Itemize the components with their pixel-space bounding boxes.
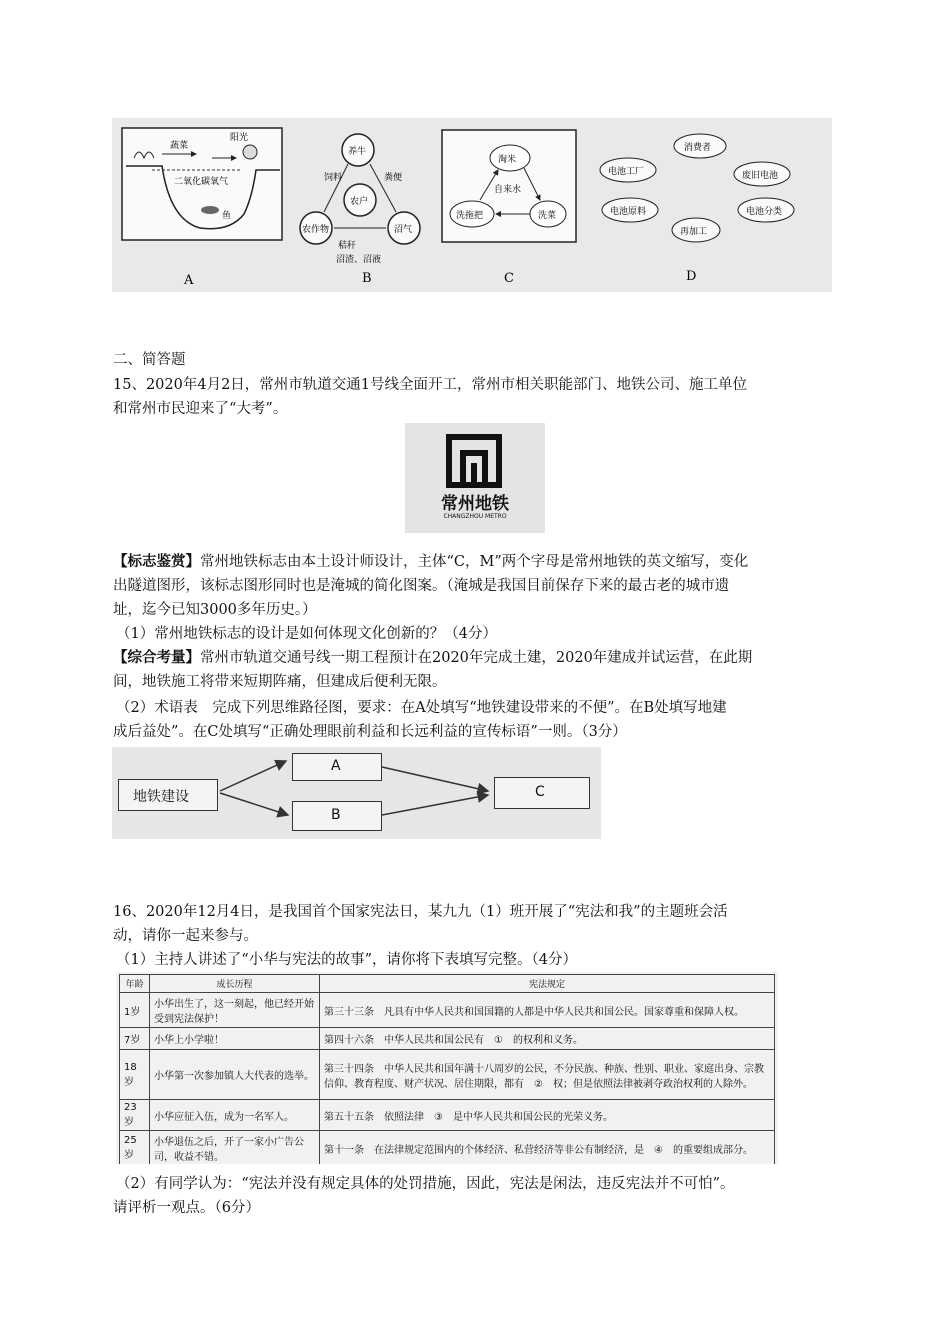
- logo-line2: 出隧道图形，该标志图形同时也是淹城的简化图案。（淹城是我国目前保存下来的最古老的城市遗: [113, 578, 730, 594]
- b-arrow-feed: 饲料: [324, 173, 343, 183]
- logo-heading: 【标志鉴赏】: [113, 553, 200, 570]
- d-node-consumer: 消费者: [684, 143, 712, 153]
- metro-logo-text: 常州地铁: [441, 494, 509, 514]
- q15-sub2-line1: （2）术语表 完成下列思维路径图，要求：在A处填写“地铁建设带来的不便”。在B处填写地建: [116, 700, 727, 716]
- figure-a: [122, 128, 282, 240]
- figure-d: [600, 134, 794, 242]
- ecology-figure-strip: [112, 118, 832, 292]
- b-node-crops: 农作物: [302, 225, 330, 235]
- figure-b: [300, 134, 420, 265]
- flow-box-a: [292, 753, 382, 781]
- a-label-sun: 阳光: [230, 133, 249, 143]
- figure-c: [442, 130, 576, 242]
- figure-label-c: C: [504, 271, 514, 286]
- row-law: 第三十三条 凡具有中华人民共和国国籍的人都是中华人民共和国公民。国家尊重和保障人权。: [320, 993, 775, 1028]
- q15-intro-line1: 15、2020年4月2日，常州市轨道交通1号线全面开工，常州市相关职能部门、地铁公司、施工单位: [113, 377, 748, 393]
- c-node-veg: 洗菜: [538, 211, 557, 221]
- header-law: 宪法规定: [320, 975, 775, 993]
- section-title: 二、简答题: [113, 352, 186, 368]
- row-story: 小华应征入伍，成为一名军人。: [150, 1100, 320, 1131]
- a-label-co2: 二氧化碳: [174, 177, 211, 187]
- header-age: 年龄: [120, 975, 150, 993]
- b-node-cattle: 养牛: [348, 147, 367, 157]
- row-story: 小华上小学啦！: [150, 1028, 320, 1050]
- q15-sub1: （1）常州地铁标志的设计是如何体现文化创新的？（4分）: [116, 626, 497, 642]
- figure-label-d: D: [686, 269, 697, 284]
- c-node-tap: 自来水: [494, 185, 522, 195]
- flow-start-label: 地铁建设: [133, 789, 189, 805]
- a-label-fish: 鱼: [222, 211, 232, 221]
- q16-sub2-line2: 请评析一观点。（6分）: [113, 1200, 260, 1216]
- row-age: 18岁: [120, 1050, 150, 1100]
- row-age: 7岁: [120, 1028, 150, 1050]
- logo-line1: 常州地铁标志由本土设计师设计，主体“C，M”两个字母是常州地铁的英文缩写，变化: [200, 554, 749, 570]
- table-row: [120, 1028, 775, 1050]
- row-law: 第十一条 在法律规定范围内的个体经济、私营经济等非公有制经济，是 ④ 的重要组成部分。: [320, 1131, 775, 1165]
- c-node-mop: 洗拖把: [456, 211, 484, 221]
- d-node-material: 电池原料: [610, 207, 647, 217]
- d-node-sort: 电池分类: [746, 207, 783, 217]
- b-node-farmer: 农户: [350, 197, 369, 207]
- table-row: [120, 1100, 775, 1131]
- figure-drawings: [112, 118, 832, 292]
- constitution-table-wrap: [116, 972, 778, 1164]
- q16-intro-line1: 16、2020年12月4日，是我国首个国家宪法日，某九九（1）班开展了“宪法和我”的主题班会活: [113, 904, 728, 920]
- flow-box-c: [494, 777, 590, 809]
- consider-line1: 常州市轨道交通号线一期工程预计在2020年完成土建，2020年建成并试运营，在此期: [200, 650, 753, 666]
- table-row: [120, 1050, 775, 1100]
- b-arrow-residue: 沼渣、沼液: [336, 255, 382, 265]
- table-row: [120, 993, 775, 1028]
- d-node-waste: 废旧电池: [742, 171, 779, 181]
- row-law: 第四十六条 中华人民共和国公民有 ① 的权利和义务。: [320, 1028, 775, 1050]
- flow-label-b: B: [331, 807, 341, 823]
- header-story: 成长历程: [150, 975, 320, 993]
- d-node-factory: 电池工厂: [608, 167, 645, 177]
- flow-box-b: [292, 801, 382, 831]
- metro-logo: [405, 423, 545, 533]
- consider-line2: 间，地铁施工将带来短期阵痛，但建成后便利无限。: [113, 674, 447, 690]
- row-law: 第五十五条 依照法律 ③ 是中华人民共和国公民的光荣义务。: [320, 1100, 775, 1131]
- consider-heading: 【综合考量】: [113, 649, 200, 666]
- c-node-rice: 淘米: [498, 155, 517, 165]
- q15-sub2-line2: 成后益处”。在C处填写“正确处理眼前利益和长远利益的宣传标语”一则。（3分）: [113, 724, 627, 740]
- thinking-path-diagram: [112, 747, 601, 839]
- d-node-reprocess: 再加工: [680, 227, 708, 237]
- row-story: 小华退伍之后，开了一家小广告公司，收益不错。: [150, 1131, 320, 1165]
- q16-sub1: （1）主持人讲述了“小华与宪法的故事”，请你将下表填写完整。（4分）: [116, 952, 578, 968]
- row-age: 25岁: [120, 1131, 150, 1165]
- row-law: 第三十四条 中华人民共和国年满十八周岁的公民，不分民族、种族、性别、职业、家庭出身、宗教信仰、教育程度、财产状况、居住期限，都有 ② 权；但是依照法律被剥夺政治权利的人除外。: [320, 1050, 775, 1100]
- q16-intro-line2: 动，请你一起来参与。: [113, 928, 258, 944]
- logo-line3: 址，迄今已知3000多年历史。）: [113, 602, 317, 618]
- a-label-oxygen: 氧气: [210, 177, 229, 187]
- figure-label-b: B: [362, 271, 372, 286]
- a-label-vegetable: 蔬菜: [170, 141, 189, 151]
- figure-label-a: A: [184, 273, 194, 288]
- q15-intro-line2: 和常州市民迎来了“大考”。: [113, 401, 288, 417]
- b-arrow-dung: 粪便: [384, 173, 403, 183]
- table-header-row: [120, 975, 775, 993]
- b-node-biogas: 沼气: [394, 225, 413, 235]
- flow-start-box: [118, 779, 218, 811]
- b-arrow-straw: 秸秆: [338, 241, 357, 251]
- row-age: 1岁: [120, 993, 150, 1028]
- flow-label-a: A: [331, 758, 341, 774]
- q16-sub2-line1: （2）有同学认为：“宪法并没有规定具体的处罚措施，因此，宪法是闲法，违反宪法并不可怕”。: [116, 1176, 735, 1192]
- table-row: [120, 1131, 775, 1165]
- row-age: 23岁: [120, 1100, 150, 1131]
- flow-label-c: C: [535, 784, 545, 800]
- constitution-table: [119, 974, 775, 1164]
- metro-logo-subtext: CHANGZHOU METRO: [443, 513, 507, 520]
- row-story: 小华第一次参加镇人大代表的选举。: [150, 1050, 320, 1100]
- row-story: 小华出生了，这一刻起，他已经开始受到宪法保护！: [150, 993, 320, 1028]
